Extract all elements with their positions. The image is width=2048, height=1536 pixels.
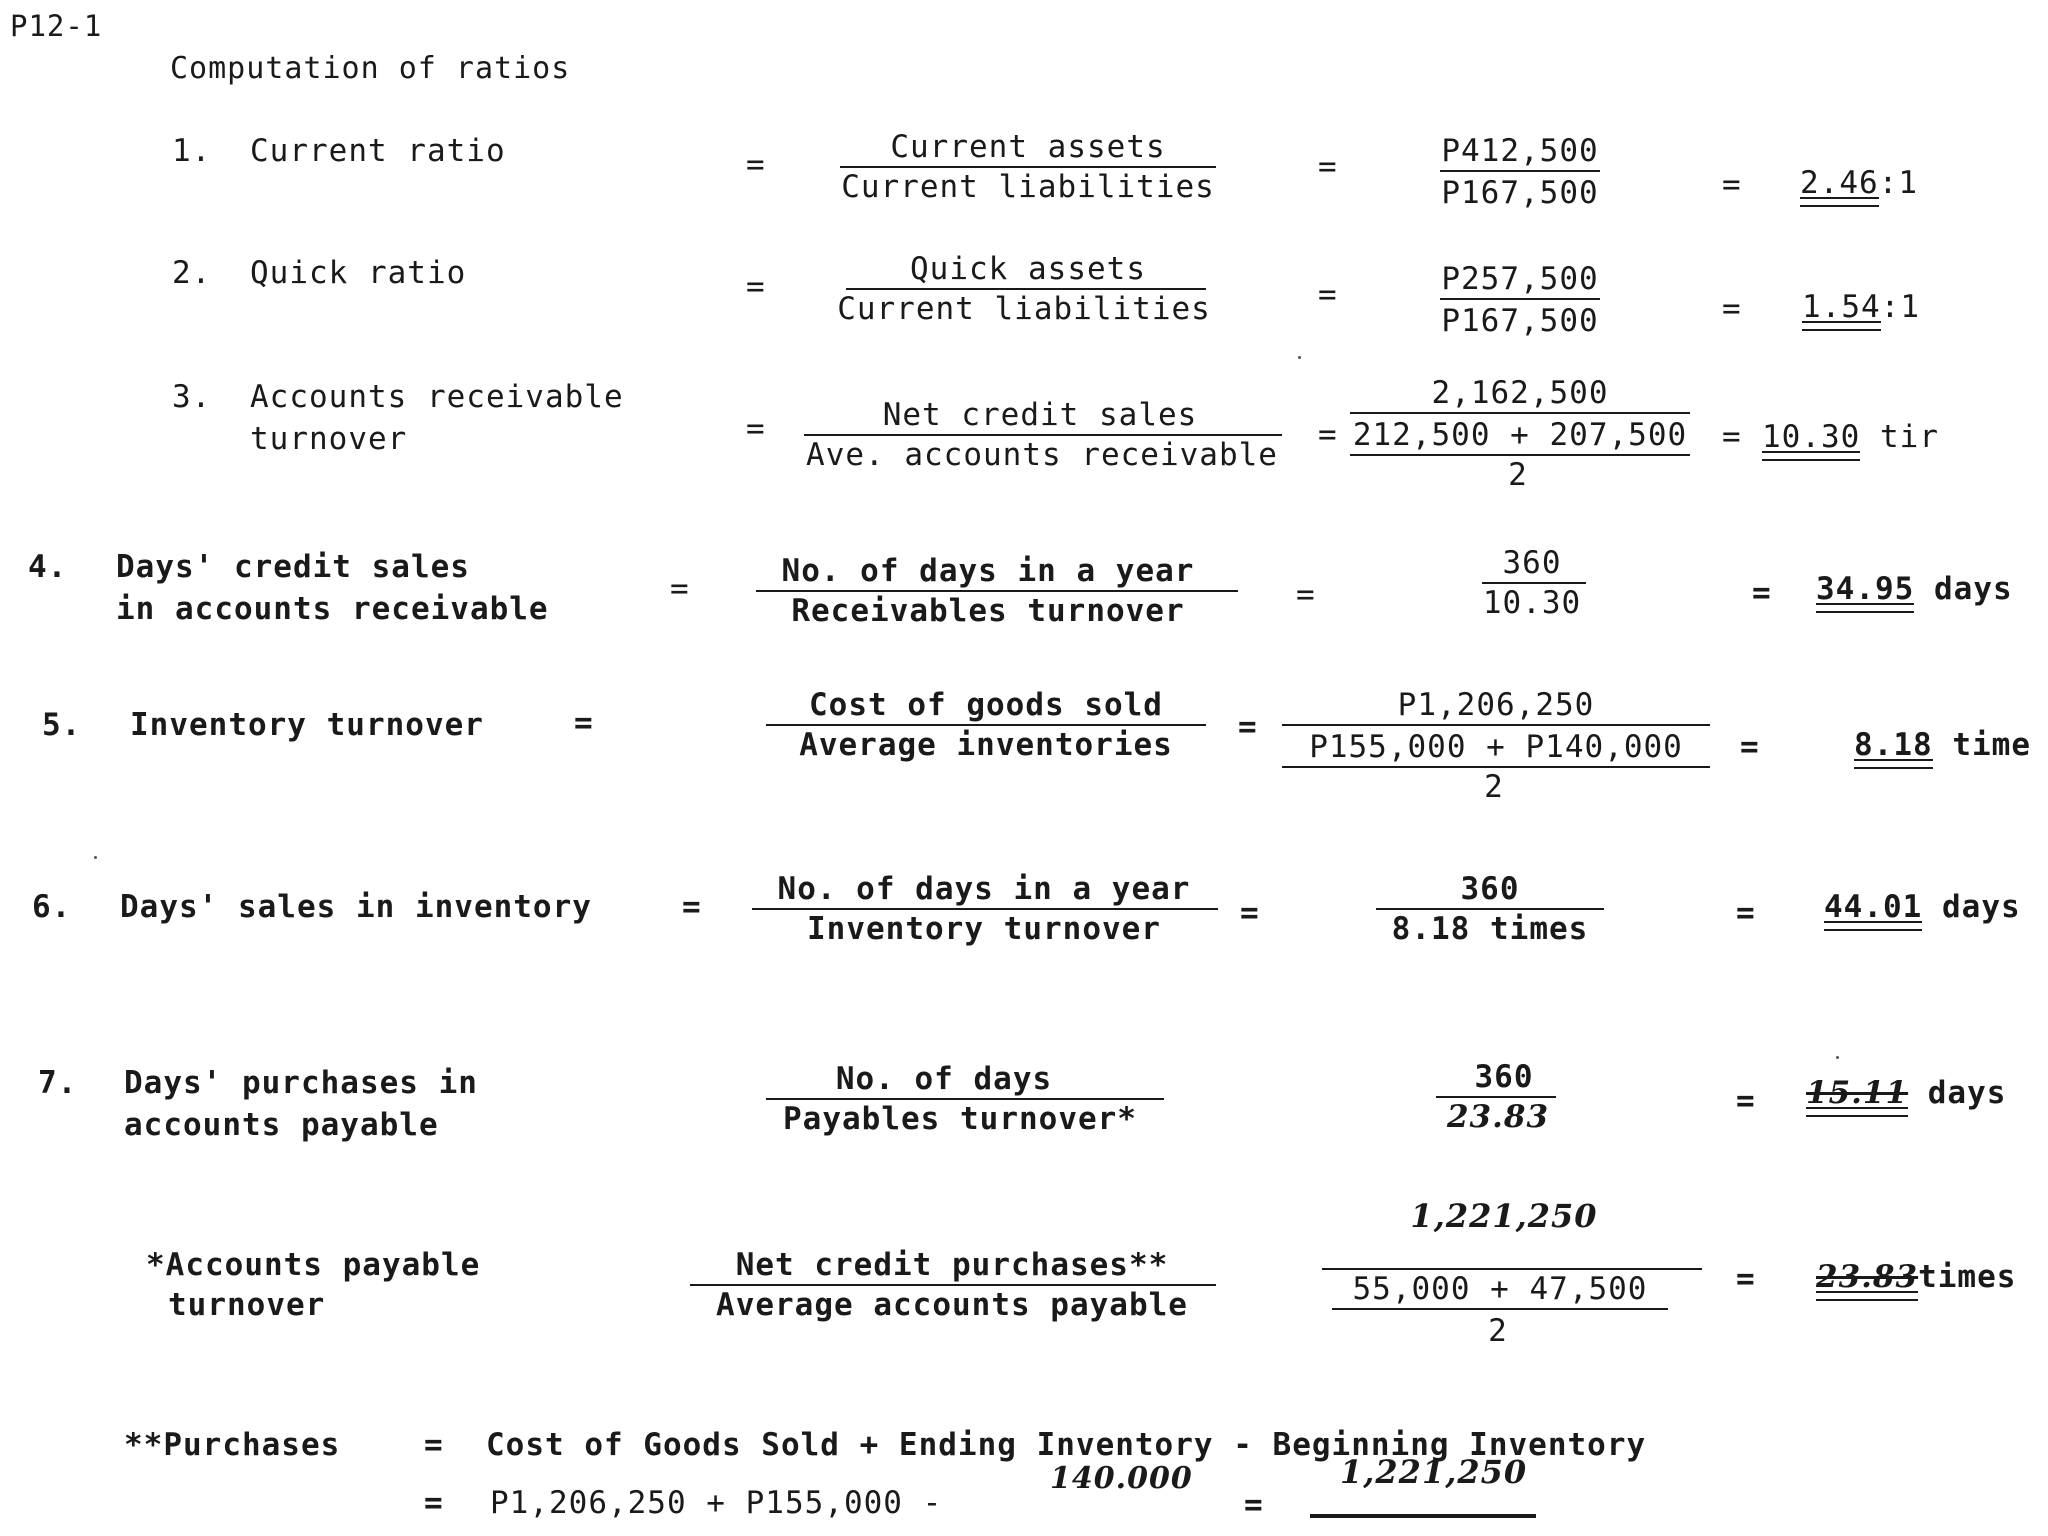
ratio-result	[1762, 419, 1939, 455]
result-unit: days	[1934, 571, 2013, 607]
ratio-number: 2.	[172, 255, 212, 291]
result-value: 8.18	[1854, 727, 1933, 763]
computation-numerator: P412,500	[1441, 133, 1599, 169]
handwritten-purchases-result: 1,221,250	[1340, 1453, 1528, 1491]
payables-turnover-result	[1816, 1259, 2017, 1295]
formula-numerator: No. of days in a year	[781, 553, 1195, 589]
fraction-bar	[1376, 908, 1604, 910]
computation-divisor: 2	[1508, 457, 1528, 493]
computation-numerator: 360	[1502, 545, 1562, 581]
result-value: 10.30	[1762, 419, 1861, 455]
result-unit: days	[1942, 889, 2021, 925]
result-value: 34.95	[1816, 571, 1915, 607]
computation-numerator: 360	[1474, 1059, 1534, 1095]
computation-denominator: 10.30	[1482, 585, 1582, 621]
ratio-number: 1.	[172, 133, 212, 169]
equals-sign: =	[1752, 575, 1772, 611]
equals-sign: =	[1296, 577, 1316, 613]
ratio-label: Days' sales in inventory	[120, 889, 592, 925]
fraction-bar	[766, 724, 1206, 726]
equals-sign: =	[1722, 167, 1742, 203]
fraction-bar	[1350, 412, 1690, 414]
equals-sign: =	[1240, 895, 1260, 931]
equals-sign: =	[1736, 895, 1756, 931]
result-unit: times	[1918, 1259, 2017, 1295]
formula-denominator: Ave. accounts receivable	[806, 437, 1278, 473]
equals-sign: =	[682, 889, 702, 925]
fraction-bar	[1440, 170, 1600, 172]
computation-divisor: 2	[1488, 1313, 1508, 1349]
result-value: 15.11	[1806, 1075, 1909, 1111]
formula-numerator: Net credit purchases**	[735, 1247, 1169, 1283]
computation-divisor: 2	[1484, 769, 1504, 805]
equals-sign: =	[746, 411, 766, 447]
fraction-bar	[1350, 454, 1690, 456]
equals-sign: =	[670, 571, 690, 607]
ratio-result	[1800, 165, 1918, 201]
equals-sign: =	[1722, 291, 1742, 327]
ratio-label-line2: accounts payable	[124, 1107, 439, 1143]
computation-numerator: P1,206,250	[1397, 687, 1595, 723]
ratio-number: 6.	[32, 889, 72, 925]
equals-sign: =	[1722, 419, 1742, 455]
equals-sign: =	[1244, 1487, 1264, 1523]
scan-speck	[1836, 1056, 1839, 1059]
fraction-bar	[840, 166, 1216, 168]
ratio-label: Current ratio	[250, 133, 506, 169]
result-unit: :1	[1880, 289, 1920, 325]
ratio-number: 5.	[42, 707, 82, 743]
ratio-label: Quick ratio	[250, 255, 467, 291]
fraction-bar	[1440, 298, 1600, 300]
formula-numerator: Net credit sales	[882, 397, 1198, 433]
formula-numerator: No. of days	[835, 1061, 1053, 1097]
computation-numerator: 2,162,500	[1431, 375, 1609, 411]
problem-code: P12-1	[10, 9, 103, 43]
computation-denominator: P167,500	[1441, 303, 1599, 339]
fraction-bar	[1482, 582, 1586, 584]
footnote-label-line1: *Accounts payable	[146, 1247, 481, 1283]
equals-sign: =	[746, 269, 766, 305]
fraction-bar	[752, 908, 1218, 910]
fraction-bar	[804, 434, 1282, 436]
computation-numerator: 360	[1460, 871, 1520, 907]
equals-sign: =	[1238, 709, 1258, 745]
result-value: 1.54	[1802, 289, 1881, 325]
computation-denominator: P167,500	[1441, 175, 1599, 211]
computation-denominator: P155,000 + P140,000	[1309, 729, 1683, 765]
ratio-label-line2: turnover	[250, 421, 408, 457]
ratio-label-line1: Accounts receivable	[250, 379, 624, 415]
ratio-label-line1: Days' credit sales	[116, 549, 470, 585]
result-unit: time	[1952, 727, 2031, 763]
footnote-label-line2: turnover	[168, 1287, 326, 1323]
computation-denominator: 23.83	[1446, 1099, 1550, 1135]
result-unit: tir	[1880, 419, 1939, 455]
purchases-computation: P1,206,250 + P155,000 -	[490, 1485, 943, 1521]
equals-sign: =	[1318, 277, 1338, 313]
fraction-bar	[1322, 1268, 1702, 1270]
formula-numerator: Cost of goods sold	[809, 687, 1163, 723]
equals-sign: =	[746, 147, 766, 183]
handwritten-numerator: 1,221,250	[1410, 1197, 1598, 1235]
result-underline	[1310, 1514, 1536, 1518]
ratio-label: Inventory turnover	[130, 707, 484, 743]
scan-speck	[94, 856, 97, 859]
ratio-result	[1824, 889, 2021, 925]
fraction-bar	[756, 590, 1238, 592]
fraction-bar	[1282, 766, 1710, 768]
equals-sign: =	[1740, 729, 1760, 765]
formula-denominator: Inventory turnover	[807, 911, 1161, 947]
result-unit: days	[1927, 1075, 2007, 1111]
equals-sign: =	[1736, 1261, 1756, 1297]
formula-denominator: Current liabilities	[837, 291, 1211, 327]
formula-denominator: Current liabilities	[841, 169, 1215, 205]
computation-numerator: P257,500	[1441, 261, 1599, 297]
result-unit: :1	[1878, 165, 1918, 201]
purchases-formula: Cost of Goods Sold + Ending Inventory - Beginning Inventory	[486, 1427, 1647, 1463]
result-value: 44.01	[1824, 889, 1923, 925]
purchases-label: **Purchases	[124, 1427, 341, 1463]
equals-sign: =	[1736, 1083, 1756, 1119]
ratio-result	[1816, 571, 2013, 607]
ratio-number: 7.	[38, 1065, 78, 1101]
formula-denominator: Average inventories	[799, 727, 1173, 763]
result-value: 2.46	[1800, 165, 1879, 201]
fraction-bar	[1332, 1308, 1668, 1310]
formula-denominator: Receivables turnover	[791, 593, 1185, 629]
ratio-number: 4.	[28, 549, 68, 585]
formula-denominator: Payables turnover*	[783, 1101, 1137, 1137]
computation-denominator: 8.18 times	[1391, 911, 1589, 947]
fraction-bar	[846, 288, 1206, 290]
formula-numerator: Quick assets	[910, 251, 1146, 287]
handwritten-beginning-inventory: 140.000	[1050, 1461, 1193, 1496]
fraction-bar	[1282, 724, 1710, 726]
ratio-number: 3.	[172, 379, 212, 415]
formula-numerator: No. of days in a year	[777, 871, 1191, 907]
formula-denominator: Average accounts payable	[716, 1287, 1188, 1323]
equals-sign: =	[574, 705, 594, 741]
page-title: Computation of ratios	[170, 51, 571, 86]
equals-sign: =	[1318, 417, 1338, 453]
computation-denominator: 212,500 + 207,500	[1352, 417, 1688, 453]
ratio-result	[1854, 727, 2031, 763]
ratio-label-line1: Days' purchases in	[124, 1065, 478, 1101]
equals-sign: =	[424, 1485, 444, 1521]
fraction-bar	[690, 1284, 1216, 1286]
formula-numerator: Current assets	[890, 129, 1166, 165]
equals-sign: =	[1318, 149, 1338, 185]
ratio-label-line2: in accounts receivable	[116, 591, 549, 627]
computation-denominator: 55,000 + 47,500	[1352, 1271, 1648, 1307]
ratio-result	[1806, 1075, 2007, 1111]
ratio-result	[1802, 289, 1920, 325]
result-value: 23.83	[1816, 1259, 1919, 1295]
scan-speck	[1298, 356, 1301, 359]
fraction-bar	[1436, 1096, 1556, 1098]
fraction-bar	[766, 1098, 1164, 1100]
equals-sign: =	[424, 1427, 444, 1463]
